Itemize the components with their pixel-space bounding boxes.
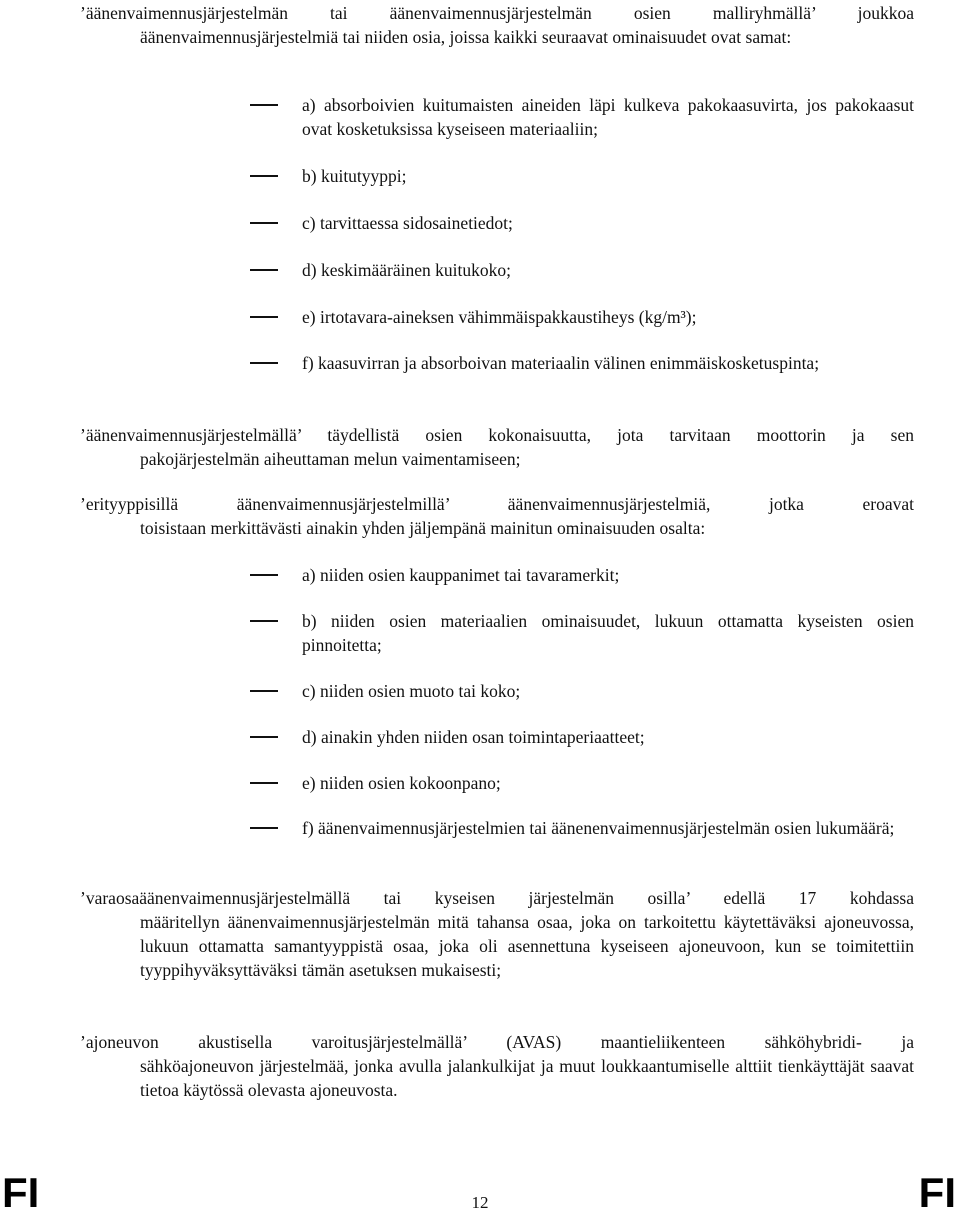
definition-first-line: ’äänenvaimennusjärjestelmän tai äänenvaimennusjärjestelmän osien malliryhmällä’ joukkoa xyxy=(80,3,914,23)
list-item-text: b) kuitutyyppi; xyxy=(302,166,407,186)
list-item-text: f) äänenvaimennusjärjestelmien tai äänenenvaimennusjärjestelmän osien lukumäärä; xyxy=(302,818,895,838)
list-item xyxy=(250,816,914,840)
dash-bullet xyxy=(250,316,278,318)
list-item-text: a) niiden osien kauppanimet tai tavaramerkit; xyxy=(302,565,620,585)
definition-silencer-system xyxy=(80,423,914,471)
definition-avas xyxy=(80,1030,914,1102)
dash-bullet xyxy=(250,782,278,784)
definition-continuation: määritellyn äänenvaimennusjärjestelmän mitä tahansa osaa, joka on tarkoitettu käytettäväksi ajoneuvossa, lukuun ottamatta samantyyppistä osaa, joka oli asennettuna kyseiseen ajoneuvoon, kun se toimitettiin tyyppihyväksyttäväksi tämän asetuksen mukaisesti; xyxy=(140,912,914,980)
list-item-text: d) keskimääräinen kuitukoko; xyxy=(302,260,511,280)
dash-bullet xyxy=(250,620,278,622)
list-item xyxy=(250,563,914,587)
list-item-text: c) niiden osien muoto tai koko; xyxy=(302,681,521,701)
dash-bullet xyxy=(250,175,278,177)
dash-bullet xyxy=(250,222,278,224)
list-item-text: a) absorboivien kuitumaisten aineiden läpi kulkeva pakokaasuvirta, jos pakokaasut ovat kosketuksissa kyseiseen materiaaliin; xyxy=(302,95,914,139)
list-item-text: e) niiden osien kokoonpano; xyxy=(302,773,501,793)
definition-continuation: äänenvaimennusjärjestelmiä tai niiden osia, joissa kaikki seuraavat ominaisuudet ovat samat: xyxy=(140,27,792,47)
dash-bullet xyxy=(250,736,278,738)
list-item xyxy=(250,211,914,235)
list-item xyxy=(250,93,914,141)
list-item xyxy=(250,771,914,795)
dash-bullet xyxy=(250,269,278,271)
dash-bullet xyxy=(250,104,278,106)
definition-silencer-family xyxy=(80,1,914,49)
definition-first-line: ’ajoneuvon akustisella varoitusjärjestelmällä’ (AVAS) maantieliikenteen sähköhybridi- ja xyxy=(80,1032,914,1052)
dash-bullet xyxy=(250,690,278,692)
list-item xyxy=(250,305,914,329)
list-item xyxy=(250,679,914,703)
definition-replacement-silencer xyxy=(80,886,914,982)
list-item xyxy=(250,164,914,188)
page-number: 12 xyxy=(471,1193,489,1212)
definition-continuation: sähköajoneuvon järjestelmää, jonka avulla jalankulkijat ja muut loukkaantumiselle alttiit tienkäyttäjät saavat tietoa käytössä olevasta ajoneuvosta. xyxy=(140,1056,914,1100)
footer-language-mark-left: FI xyxy=(2,1169,40,1216)
definition-continuation: pakojärjestelmän aiheuttaman melun vaimentamiseen; xyxy=(140,449,521,469)
list-item-text: e) irtotavara-aineksen vähimmäispakkaustiheys (kg/m³); xyxy=(302,307,697,327)
dash-bullet xyxy=(250,362,278,364)
definition-first-line: ’varaosaäänenvaimennusjärjestelmällä tai kyseisen järjestelmän osilla’ edellä 17 kohdassa xyxy=(80,888,914,908)
list-item xyxy=(250,609,914,657)
definition-first-line: ’erityyppisillä äänenvaimennusjärjestelmillä’ äänenvaimennusjärjestelmiä, jotka eroavat xyxy=(80,494,914,514)
list-item xyxy=(250,351,914,375)
dash-bullet xyxy=(250,574,278,576)
dash-bullet xyxy=(250,827,278,829)
definition-different-types xyxy=(80,492,914,540)
list-item xyxy=(250,725,914,749)
definition-first-line: ’äänenvaimennusjärjestelmällä’ täydellistä osien kokonaisuutta, jota tarvitaan moottorin ja sen xyxy=(80,425,914,445)
list-item-text: b) niiden osien materiaalien ominaisuudet, lukuun ottamatta kyseisten osien pinnoitetta; xyxy=(302,611,914,655)
footer-language-mark-right: FI xyxy=(918,1169,956,1216)
list-item-text: c) tarvittaessa sidosainetiedot; xyxy=(302,213,513,233)
list-item-text: d) ainakin yhden niiden osan toimintaperiaatteet; xyxy=(302,727,645,747)
list-item xyxy=(250,258,914,282)
list-item-text: f) kaasuvirran ja absorboivan materiaalin välinen enimmäiskosketuspinta; xyxy=(302,353,820,373)
definition-continuation: toisistaan merkittävästi ainakin yhden jäljempänä mainitun ominaisuuden osalta: xyxy=(140,518,706,538)
